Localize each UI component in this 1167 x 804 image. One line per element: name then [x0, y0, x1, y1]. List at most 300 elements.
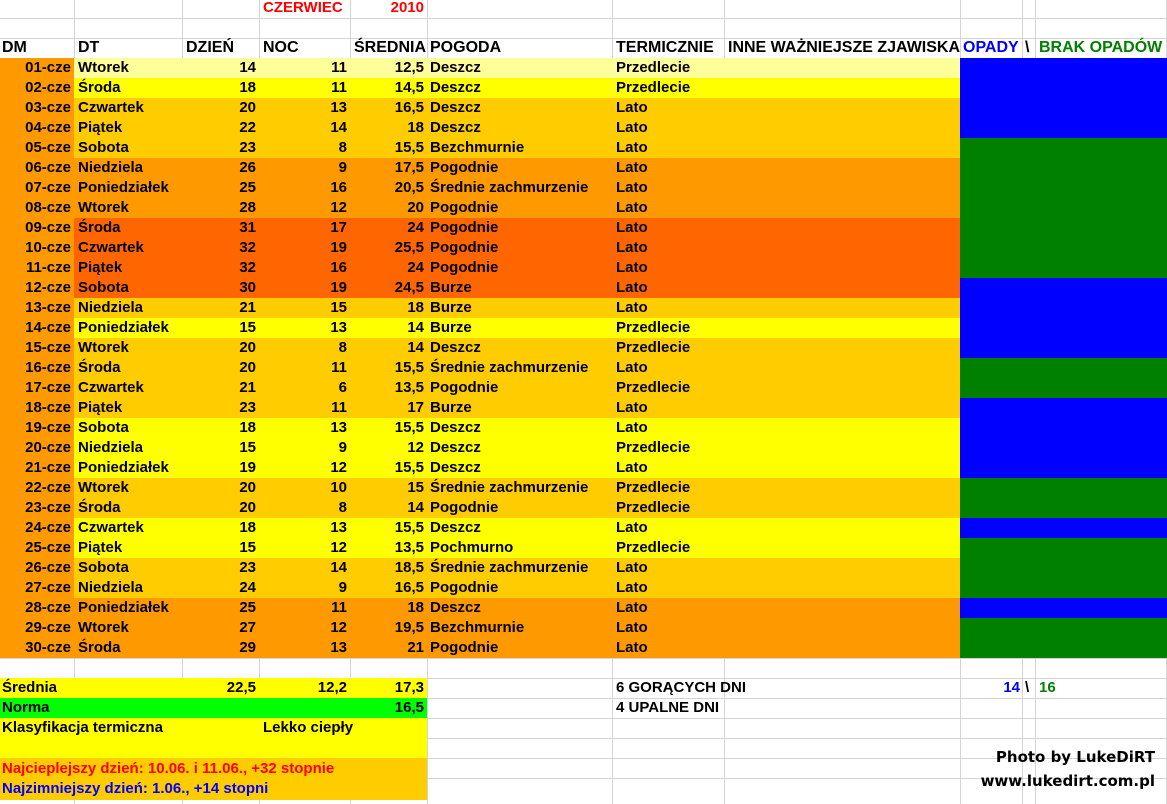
- cell-pogoda: Średnie zachmurzenie: [430, 179, 589, 196]
- cell-dzien: 32: [239, 239, 256, 256]
- cell-termicznie: Lato: [616, 579, 648, 596]
- cell-termicznie: Lato: [616, 199, 648, 216]
- cell-dm: 21-cze: [25, 459, 71, 476]
- table-row: [0, 178, 960, 198]
- cell-dzien: 32: [239, 259, 256, 276]
- cell-dm: 11-cze: [25, 259, 71, 276]
- cell-termicznie: Lato: [616, 279, 648, 296]
- cell-noc: 11: [331, 79, 347, 96]
- cell-srednia: 24: [407, 259, 424, 276]
- cell-dzien: 15: [239, 539, 256, 556]
- cell-srednia: 21: [407, 639, 424, 656]
- cell-noc: 15: [330, 299, 347, 316]
- cell-dt: Wtorek: [78, 479, 129, 496]
- cell-dm: 15-cze: [25, 339, 71, 356]
- cell-dt: Wtorek: [78, 339, 129, 356]
- cell-srednia: 18,5: [394, 559, 424, 576]
- rain-day-marker: [960, 418, 1167, 438]
- dry-day-marker: [960, 218, 1167, 238]
- cell-pogoda: Pogodnie: [430, 259, 499, 276]
- cell-srednia: 15,5: [394, 419, 424, 436]
- cell-dzien: 25: [239, 599, 256, 616]
- cell-termicznie: Lato: [616, 419, 648, 436]
- table-row: [0, 238, 960, 258]
- cell-noc: 13: [330, 319, 347, 336]
- cell-srednia: 14: [407, 499, 424, 516]
- table-row: [0, 618, 960, 638]
- cell-dt: Piątek: [78, 259, 123, 276]
- cell-srednia: 13,5: [394, 539, 424, 556]
- cell-noc: 16: [330, 179, 347, 196]
- cell-srednia: 14,5: [394, 79, 424, 96]
- cell-termicznie: Lato: [616, 219, 648, 236]
- cell-dm: 13-cze: [25, 299, 71, 316]
- cell-noc: 12: [330, 459, 347, 476]
- cell-pogoda: Burze: [430, 319, 472, 336]
- cell-noc: 14: [330, 119, 347, 136]
- cell-noc: 14: [330, 559, 347, 576]
- cell-noc: 13: [330, 519, 347, 536]
- table-row: [0, 138, 960, 158]
- cell-dzien: 20: [239, 99, 256, 116]
- cell-noc: 17: [330, 219, 347, 236]
- cell-pogoda: Pogodnie: [430, 199, 499, 216]
- cell-srednia: 15,5: [394, 359, 424, 376]
- cell-termicznie: Lato: [616, 359, 648, 376]
- summary-classification-label: Klasyfikacja termiczna: [2, 719, 163, 736]
- month-title: CZERWIEC: [263, 0, 343, 16]
- watermark-url: www.lukedirt.com.pl: [980, 772, 1155, 790]
- table-row: [0, 358, 960, 378]
- cell-dt: Czwartek: [78, 519, 144, 536]
- cell-termicznie: Lato: [616, 459, 648, 476]
- header-brak-opadow: BRAK OPADÓW: [1039, 39, 1163, 56]
- cell-dm: 20-cze: [25, 439, 71, 456]
- cell-dt: Wtorek: [78, 59, 129, 76]
- dry-day-marker: [960, 498, 1167, 518]
- cell-dzien: 25: [239, 179, 256, 196]
- cell-pogoda: Średnie zachmurzenie: [430, 359, 589, 376]
- cell-dzien: 18: [239, 519, 256, 536]
- cell-dt: Środa: [78, 639, 121, 656]
- cell-pogoda: Pogodnie: [430, 639, 499, 656]
- cell-noc: 12: [330, 539, 347, 556]
- header-noc: NOC: [263, 39, 299, 56]
- cell-termicznie: Lato: [616, 639, 648, 656]
- rain-day-marker: [960, 518, 1167, 538]
- summary-average-day: 22,5: [226, 679, 256, 696]
- cell-dzien: 18: [239, 79, 256, 96]
- cell-noc: 19: [330, 279, 347, 296]
- rain-day-marker: [960, 338, 1167, 358]
- cell-srednia: 13,5: [394, 379, 424, 396]
- cell-termicznie: Lato: [616, 119, 648, 136]
- cell-pogoda: Pogodnie: [430, 219, 499, 236]
- cell-pogoda: Pogodnie: [430, 239, 499, 256]
- header-srednia: ŚREDNIA: [354, 39, 427, 56]
- cell-dm: 29-cze: [25, 619, 71, 636]
- table-row: [0, 198, 960, 218]
- table-row: [0, 518, 960, 538]
- cell-dm: 19-cze: [25, 419, 71, 436]
- table-row: [0, 438, 960, 458]
- table-row: [0, 578, 960, 598]
- dry-day-marker: [960, 618, 1167, 638]
- cell-pogoda: Bezchmurnie: [430, 139, 525, 156]
- cell-srednia: 15,5: [394, 459, 424, 476]
- cell-termicznie: Przedlecie: [616, 439, 691, 456]
- dry-days-count: 16: [1039, 679, 1056, 696]
- cell-dzien: 15: [239, 439, 256, 456]
- cell-noc: 9: [338, 579, 347, 596]
- cell-dm: 30-cze: [25, 639, 71, 656]
- table-row: [0, 478, 960, 498]
- dry-day-marker: [960, 358, 1167, 378]
- rain-day-marker: [960, 58, 1167, 78]
- cell-dt: Niedziela: [78, 159, 144, 176]
- dry-day-marker: [960, 538, 1167, 558]
- cell-dzien: 15: [239, 319, 256, 336]
- cell-pogoda: Pochmurno: [430, 539, 514, 556]
- summary-average-mean: 17,3: [394, 679, 424, 696]
- rain-day-marker: [960, 398, 1167, 418]
- cell-dzien: 28: [239, 199, 256, 216]
- warmest-day: Najcieplejszy dzień: 10.06. i 11.06., +32 stopnie: [2, 760, 335, 777]
- header-inne: INNE WAŻNIEJSZE ZJAWISKA: [728, 39, 961, 56]
- cell-dzien: 30: [239, 279, 256, 296]
- cell-dzien: 21: [239, 299, 256, 316]
- cell-pogoda: Deszcz: [430, 99, 481, 116]
- cell-dt: Poniedziałek: [78, 599, 169, 616]
- cell-dm: 17-cze: [25, 379, 71, 396]
- cell-noc: 8: [338, 339, 347, 356]
- cell-dt: Poniedziałek: [78, 179, 169, 196]
- summary-blank-row: [0, 738, 427, 758]
- table-row: [0, 58, 960, 78]
- cell-dt: Niedziela: [78, 579, 144, 596]
- table-row: [0, 538, 960, 558]
- cell-dzien: 20: [239, 359, 256, 376]
- cell-termicznie: Lato: [616, 559, 648, 576]
- summary-average-night: 12,2: [317, 679, 347, 696]
- cell-pogoda: Burze: [430, 299, 472, 316]
- cell-dzien: 21: [239, 379, 256, 396]
- cell-dzien: 26: [239, 159, 256, 176]
- header-dzien: DZIEŃ: [186, 39, 234, 56]
- table-row: [0, 278, 960, 298]
- cell-dm: 04-cze: [25, 119, 71, 136]
- cell-pogoda: Burze: [430, 399, 472, 416]
- cell-dzien: 14: [239, 59, 256, 76]
- cell-srednia: 15,5: [394, 139, 424, 156]
- summary-norm-label: Norma: [2, 699, 50, 716]
- cell-pogoda: Burze: [430, 279, 472, 296]
- cell-srednia: 18: [407, 299, 424, 316]
- cell-dt: Piątek: [78, 119, 123, 136]
- rain-day-marker: [960, 278, 1167, 298]
- cell-srednia: 24,5: [394, 279, 424, 296]
- cell-termicznie: Lato: [616, 599, 648, 616]
- summary-norm-value: 16,5: [394, 699, 424, 716]
- table-row: [0, 338, 960, 358]
- rain-day-marker: [960, 298, 1167, 318]
- cell-noc: 6: [338, 379, 347, 396]
- table-row: [0, 378, 960, 398]
- hot-days-count: 6 GORĄCYCH DNI: [616, 679, 747, 696]
- table-row: [0, 218, 960, 238]
- header-dm: DM: [2, 39, 27, 56]
- header-opady: OPADY: [963, 39, 1019, 56]
- cell-noc: 11: [331, 359, 347, 376]
- cell-pogoda: Deszcz: [430, 459, 481, 476]
- rain-day-marker: [960, 98, 1167, 118]
- cell-dm: 01-cze: [25, 59, 71, 76]
- cell-dt: Czwartek: [78, 239, 144, 256]
- cell-dzien: 23: [239, 559, 256, 576]
- cell-dm: 06-cze: [25, 159, 71, 176]
- cell-termicznie: Lato: [616, 139, 648, 156]
- cell-dzien: 20: [239, 339, 256, 356]
- cell-srednia: 14: [407, 319, 424, 336]
- cell-dm: 14-cze: [25, 319, 71, 336]
- cell-srednia: 25,5: [394, 239, 424, 256]
- cell-dt: Sobota: [78, 419, 129, 436]
- cell-srednia: 12,5: [394, 59, 424, 76]
- cell-termicznie: Lato: [616, 179, 648, 196]
- dry-day-marker: [960, 578, 1167, 598]
- cell-pogoda: Deszcz: [430, 419, 481, 436]
- cell-termicznie: Lato: [616, 239, 648, 256]
- dry-day-marker: [960, 238, 1167, 258]
- cell-dm: 08-cze: [25, 199, 71, 216]
- cell-srednia: 17: [407, 399, 424, 416]
- cell-termicznie: Przedlecie: [616, 479, 691, 496]
- cell-dm: 22-cze: [25, 479, 71, 496]
- cell-pogoda: Pogodnie: [430, 159, 499, 176]
- dry-day-marker: [960, 638, 1167, 658]
- cell-dzien: 18: [239, 419, 256, 436]
- cell-termicznie: Przedlecie: [616, 499, 691, 516]
- summary-average-label: Średnia: [2, 679, 58, 696]
- cell-srednia: 14: [407, 339, 424, 356]
- cell-srednia: 20,5: [394, 179, 424, 196]
- cell-noc: 11: [331, 399, 347, 416]
- watermark-photo-credit: Photo by LukeDiRT: [995, 748, 1155, 766]
- cell-noc: 8: [338, 139, 347, 156]
- cell-termicznie: Lato: [616, 519, 648, 536]
- cell-dm: 10-cze: [25, 239, 71, 256]
- cell-srednia: 15,5: [394, 519, 424, 536]
- table-row: [0, 158, 960, 178]
- cell-dt: Niedziela: [78, 299, 144, 316]
- cell-noc: 9: [338, 439, 347, 456]
- dry-day-marker: [960, 478, 1167, 498]
- summary-classification-value: Lekko ciepły: [263, 719, 354, 736]
- cell-pogoda: Deszcz: [430, 119, 481, 136]
- dry-day-marker: [960, 138, 1167, 158]
- cell-dm: 18-cze: [25, 399, 71, 416]
- cell-dzien: 23: [239, 399, 256, 416]
- cell-dm: 26-cze: [25, 559, 71, 576]
- cell-dzien: 29: [239, 639, 256, 656]
- cell-termicznie: Lato: [616, 259, 648, 276]
- cell-noc: 12: [330, 199, 347, 216]
- cell-termicznie: Lato: [616, 159, 648, 176]
- cell-dm: 25-cze: [25, 539, 71, 556]
- cell-dm: 12-cze: [25, 279, 71, 296]
- cell-dm: 03-cze: [25, 99, 71, 116]
- cell-dt: Sobota: [78, 279, 129, 296]
- coldest-day: Najzimniejszy dzień: 1.06., +14 stopni: [2, 780, 269, 797]
- table-row: [0, 98, 960, 118]
- gridline-h: [0, 18, 1167, 19]
- cell-termicznie: Lato: [616, 299, 648, 316]
- gridline-h: [0, 658, 1167, 659]
- dry-day-marker: [960, 558, 1167, 578]
- cell-dzien: 20: [239, 499, 256, 516]
- cell-pogoda: Deszcz: [430, 339, 481, 356]
- cell-noc: 9: [338, 159, 347, 176]
- cell-srednia: 20: [407, 199, 424, 216]
- cell-termicznie: Przedlecie: [616, 379, 691, 396]
- cell-dt: Środa: [78, 359, 121, 376]
- cell-pogoda: Deszcz: [430, 519, 481, 536]
- dry-day-marker: [960, 178, 1167, 198]
- cell-dt: Sobota: [78, 139, 129, 156]
- table-row: [0, 558, 960, 578]
- table-row: [0, 298, 960, 318]
- dry-day-marker: [960, 198, 1167, 218]
- cell-dt: Piątek: [78, 539, 123, 556]
- cell-pogoda: Deszcz: [430, 59, 481, 76]
- cell-dt: Piątek: [78, 399, 123, 416]
- dry-day-marker: [960, 258, 1167, 278]
- cell-dm: 05-cze: [25, 139, 71, 156]
- cell-pogoda: Bezchmurnie: [430, 619, 525, 636]
- cell-termicznie: Przedlecie: [616, 319, 691, 336]
- rain-day-marker: [960, 78, 1167, 98]
- table-row: [0, 318, 960, 338]
- cell-pogoda: Pogodnie: [430, 579, 499, 596]
- table-row: [0, 598, 960, 618]
- cell-termicznie: Przedlecie: [616, 539, 691, 556]
- cell-dzien: 19: [239, 459, 256, 476]
- cell-dt: Sobota: [78, 559, 129, 576]
- cell-srednia: 17,5: [394, 159, 424, 176]
- header-termicznie: TERMICZNIE: [616, 39, 714, 56]
- cell-dzien: 22: [239, 119, 256, 136]
- rain-day-marker: [960, 318, 1167, 338]
- rain-day-marker: [960, 598, 1167, 618]
- cell-pogoda: Średnie zachmurzenie: [430, 479, 589, 496]
- cell-dm: 09-cze: [25, 219, 71, 236]
- cell-termicznie: Lato: [616, 99, 648, 116]
- cell-srednia: 24: [407, 219, 424, 236]
- cell-dm: 16-cze: [25, 359, 71, 376]
- cell-dzien: 27: [239, 619, 256, 636]
- cell-dt: Poniedziałek: [78, 459, 169, 476]
- cell-pogoda: Deszcz: [430, 79, 481, 96]
- table-row: [0, 258, 960, 278]
- cell-dm: 28-cze: [25, 599, 71, 616]
- cell-dt: Czwartek: [78, 99, 144, 116]
- cell-noc: 8: [338, 499, 347, 516]
- table-row: [0, 398, 960, 418]
- table-row: [0, 78, 960, 98]
- cell-dzien: 31: [239, 219, 256, 236]
- table-row: [0, 418, 960, 438]
- cell-dt: Niedziela: [78, 439, 144, 456]
- cell-srednia: 18: [407, 599, 424, 616]
- dry-day-marker: [960, 158, 1167, 178]
- cell-noc: 13: [330, 99, 347, 116]
- cell-noc: 11: [331, 59, 347, 76]
- rain-day-marker: [960, 458, 1167, 478]
- cell-pogoda: Pogodnie: [430, 379, 499, 396]
- cell-dzien: 20: [239, 479, 256, 496]
- cell-pogoda: Pogodnie: [430, 499, 499, 516]
- cell-dm: 07-cze: [25, 179, 71, 196]
- table-row: [0, 118, 960, 138]
- cell-dm: 27-cze: [25, 579, 71, 596]
- count-separator: \: [1025, 679, 1030, 696]
- cell-srednia: 18: [407, 119, 424, 136]
- cell-termicznie: Przedlecie: [616, 79, 691, 96]
- cell-noc: 11: [331, 599, 347, 616]
- rain-day-marker: [960, 118, 1167, 138]
- cell-termicznie: Lato: [616, 619, 648, 636]
- cell-srednia: 16,5: [394, 99, 424, 116]
- cell-dm: 23-cze: [25, 499, 71, 516]
- cell-dt: Środa: [78, 219, 121, 236]
- rain-day-marker: [960, 438, 1167, 458]
- cell-noc: 13: [330, 639, 347, 656]
- cell-dm: 02-cze: [25, 79, 71, 96]
- cell-dt: Środa: [78, 79, 121, 96]
- cell-dt: Wtorek: [78, 619, 129, 636]
- cell-dt: Środa: [78, 499, 121, 516]
- very-hot-days-count: 4 UPALNE DNI: [616, 699, 720, 716]
- cell-srednia: 12: [407, 439, 424, 456]
- cell-srednia: 19,5: [394, 619, 424, 636]
- cell-pogoda: Deszcz: [430, 599, 481, 616]
- year-title: 2010: [390, 0, 424, 16]
- dry-day-marker: [960, 378, 1167, 398]
- header-dt: DT: [78, 39, 100, 56]
- cell-termicznie: Przedlecie: [616, 59, 691, 76]
- cell-noc: 19: [330, 239, 347, 256]
- header-pogoda: POGODA: [430, 39, 502, 56]
- cell-termicznie: Przedlecie: [616, 339, 691, 356]
- cell-dzien: 24: [239, 579, 256, 596]
- cell-dt: Czwartek: [78, 379, 144, 396]
- cell-dt: Poniedziałek: [78, 319, 169, 336]
- cell-pogoda: Średnie zachmurzenie: [430, 559, 589, 576]
- cell-termicznie: Lato: [616, 399, 648, 416]
- cell-noc: 16: [330, 259, 347, 276]
- cell-srednia: 16,5: [394, 579, 424, 596]
- cell-dm: 24-cze: [25, 519, 71, 536]
- cell-noc: 13: [330, 419, 347, 436]
- cell-dzien: 23: [239, 139, 256, 156]
- table-row: [0, 638, 960, 658]
- table-row: [0, 498, 960, 518]
- cell-dt: Wtorek: [78, 199, 129, 216]
- table-row: [0, 458, 960, 478]
- rain-days-count: 14: [1003, 679, 1020, 696]
- header-separator: \: [1025, 39, 1030, 56]
- cell-noc: 10: [330, 479, 347, 496]
